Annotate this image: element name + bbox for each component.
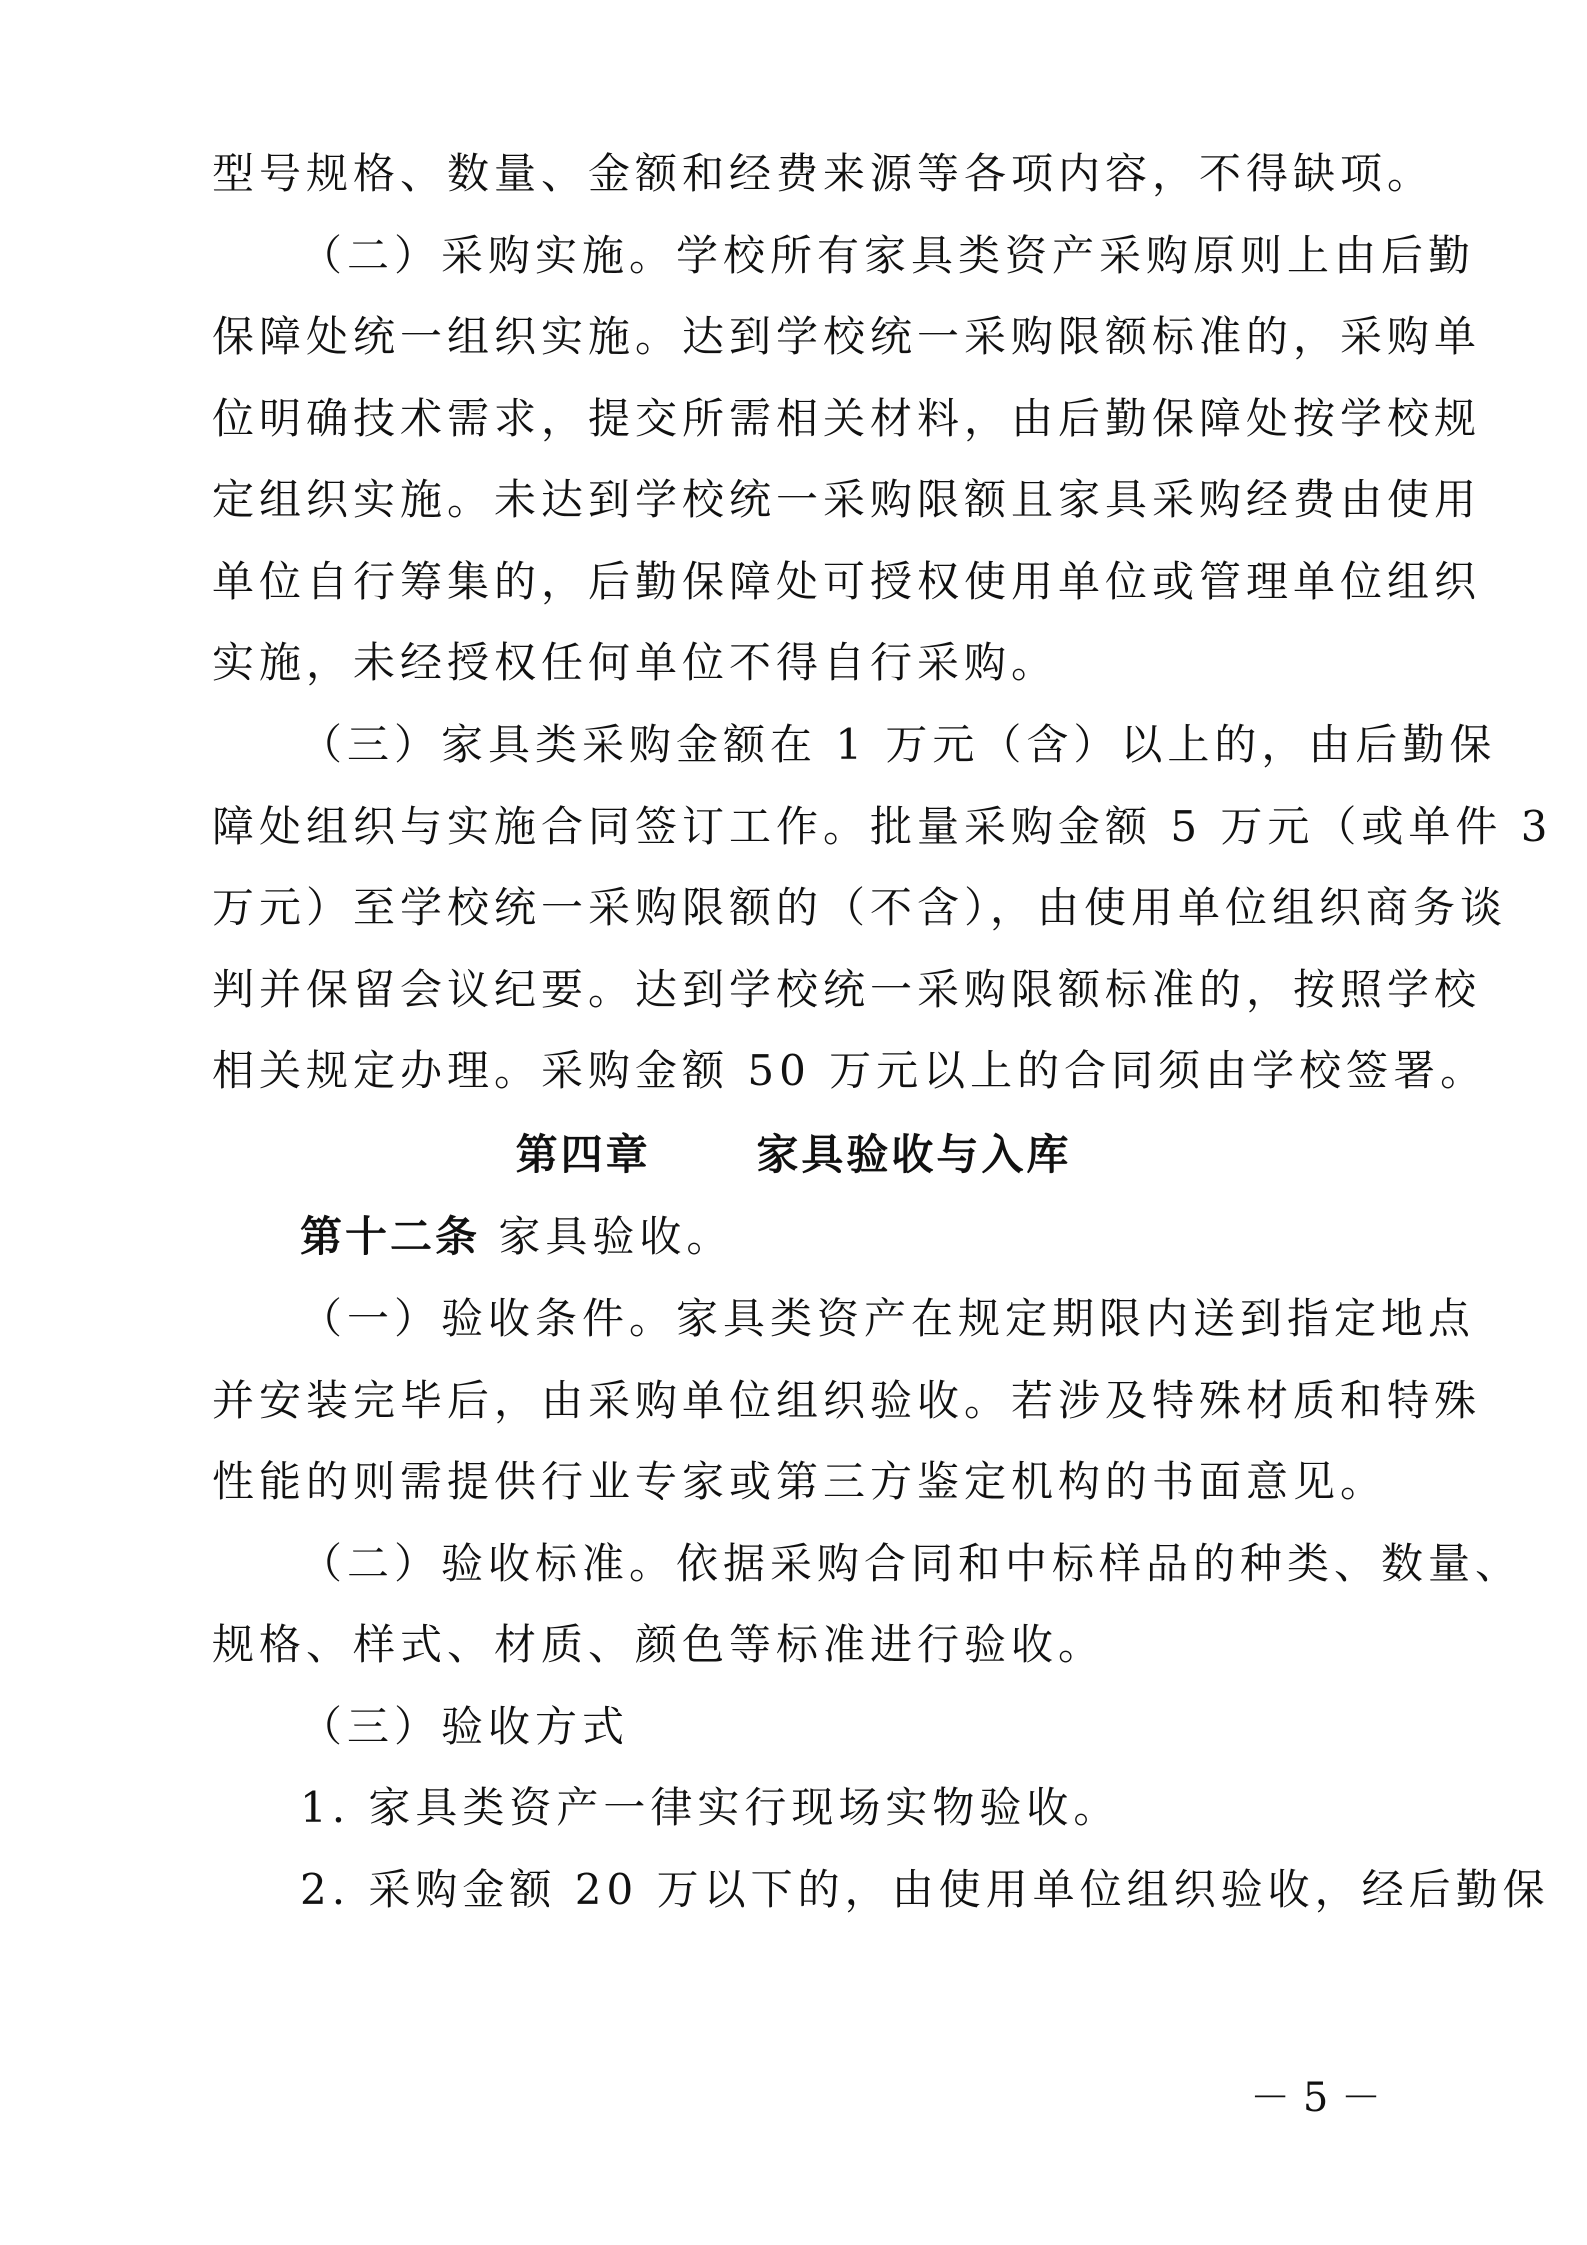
paragraph-line: 保障处统一组织实施。达到学校统一采购限额标准的，采购单 [212, 312, 1482, 361]
paragraph-line: 并安装完毕后，由采购单位组织验收。若涉及特殊材质和特殊 [212, 1376, 1482, 1425]
paragraph-line: 万元）至学校统一采购限额的（不含），由使用单位组织商务谈 [212, 883, 1508, 932]
paragraph-line: （一）验收条件。家具类资产在规定期限内送到指定地点 [300, 1294, 1476, 1343]
paragraph-line: 相关规定办理。采购金额 50 万元以上的合同须由学校签署。 [212, 1046, 1488, 1095]
article-title: 家具验收。 [480, 1212, 734, 1261]
article-label: 第十二条 [300, 1212, 481, 1261]
article-line [300, 1196, 733, 1278]
paragraph-line: 判并保留会议纪要。达到学校统一采购限额标准的，按照学校 [212, 965, 1482, 1014]
paragraph-line: （三）验收方式 [300, 1702, 630, 1751]
paragraph-line: 实施，未经授权任何单位不得自行采购。 [212, 638, 1059, 687]
paragraph-line: 规格、样式、材质、颜色等标准进行验收。 [212, 1620, 1106, 1669]
paragraph-line: 性能的则需提供行业专家或第三方鉴定机构的书面意见。 [212, 1457, 1388, 1506]
paragraph-line: （二）采购实施。学校所有家具类资产采购原则上由后勤 [300, 231, 1476, 280]
paragraph-line: 单位自行筹集的，后勤保障处可授权使用单位或管理单位组织 [212, 557, 1482, 606]
paragraph-line: 定组织实施。未达到学校统一采购限额且家具采购经费由使用 [212, 475, 1482, 524]
paragraph-line: 位明确技术需求，提交所需相关材料，由后勤保障处按学校规 [212, 394, 1482, 443]
page-number: － 5 － [1250, 2075, 1381, 2121]
chapter-heading: 第四章 家具验收与入库 [515, 1130, 1072, 1179]
paragraph-line: （三）家具类采购金额在 1 万元（含）以上的，由后勤保 [300, 720, 1497, 769]
paragraph-line: 型号规格、数量、金额和经费来源等各项内容，不得缺项。 [212, 149, 1435, 198]
paragraph-line: 障处组织与实施合同签订工作。批量采购金额 5 万元（或单件 3 [212, 802, 1553, 851]
paragraph-line: （二）验收标准。依据采购合同和中标样品的种类、数量、 [300, 1539, 1523, 1588]
paragraph-line: 1. 家具类资产一律实行现场实物验收。 [300, 1783, 1121, 1832]
paragraph-line: 2. 采购金额 20 万以下的，由使用单位组织验收，经后勤保 [300, 1865, 1550, 1914]
